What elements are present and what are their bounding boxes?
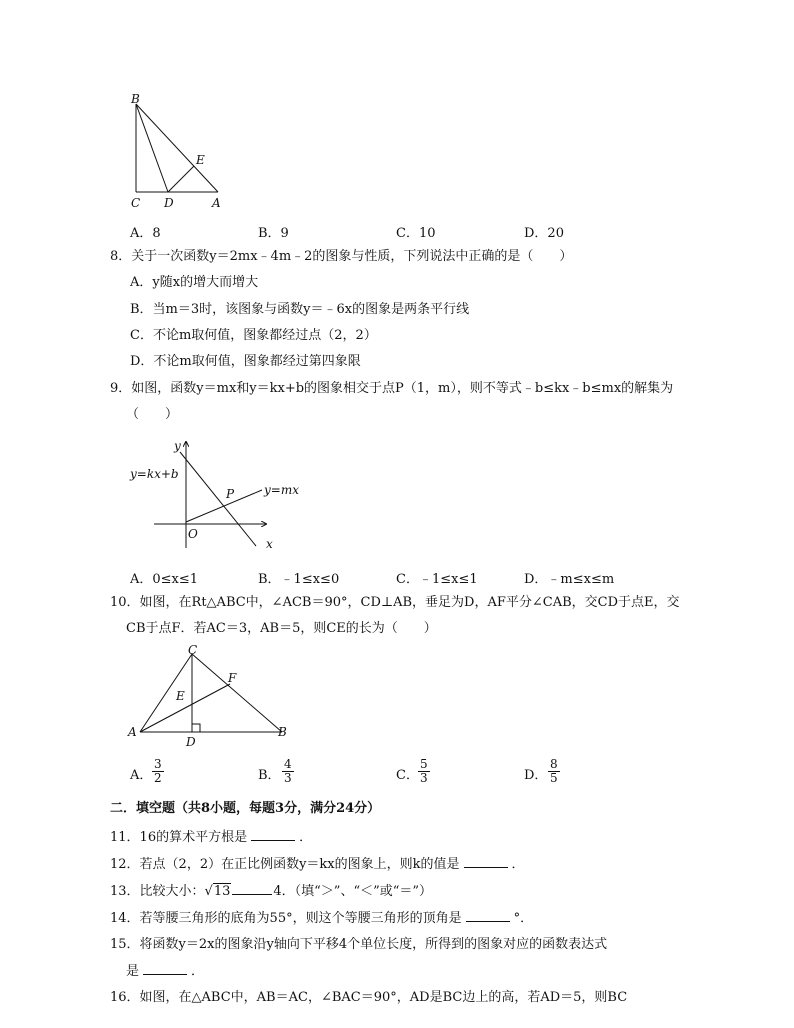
q9-label-o: O — [188, 527, 198, 541]
q8-option-d[interactable]: D．不论m取何值，图象都经过第四象限 — [130, 354, 361, 369]
q11-post: ． — [299, 830, 313, 845]
q9-stem-line2: （ ） — [126, 407, 179, 422]
q10-option-c-letter: C． — [396, 768, 419, 783]
q7-label-b: B — [131, 92, 140, 106]
q15-line1: 15．将函数y＝2x的图象沿y轴向下平移4个单位长度，所得到的图象对应的函数表达式 — [110, 937, 608, 952]
q9-option-c[interactable]: C．﹣1≤x≤1 — [396, 572, 478, 587]
q10-label-f: F — [228, 671, 237, 685]
q10-option-d-fraction — [548, 758, 560, 785]
q11-line — [110, 828, 312, 847]
q10-option-b-letter: B． — [258, 768, 281, 783]
q15-line2 — [126, 962, 204, 981]
q7-label-a: A — [212, 196, 221, 210]
q14-post: °． — [513, 911, 534, 926]
q9-label-p: P — [226, 487, 235, 501]
q7-option-c[interactable]: C．10 — [396, 226, 436, 241]
q10-figure — [126, 644, 296, 750]
q13-blank[interactable] — [232, 882, 272, 895]
q15-blank[interactable] — [143, 962, 187, 975]
q10-option-a-fraction — [152, 758, 164, 785]
q10-label-a: A — [128, 725, 137, 739]
q10-option-c[interactable] — [396, 764, 419, 783]
q10-option-d-numerator: 8 — [550, 757, 558, 771]
q9-option-d[interactable]: D．﹣m≤x≤m — [524, 572, 615, 587]
q10-option-b[interactable] — [258, 764, 281, 783]
q9-label-x: x — [266, 537, 273, 551]
q14-text: 14．若等腰三角形的底角为55°，则这个等腰三角形的顶角是 — [110, 911, 462, 926]
q12-line — [110, 855, 525, 874]
q9-option-b[interactable]: B．﹣1≤x≤0 — [258, 572, 340, 587]
q14-blank[interactable] — [466, 909, 510, 922]
q15-text2: 是 — [126, 964, 140, 979]
q10-label-e: E — [176, 689, 185, 703]
q7-figure — [126, 92, 230, 210]
q11-text: 11．16的算术平方根是 — [110, 830, 248, 845]
q10-label-d: D — [186, 735, 196, 749]
q7-option-b[interactable]: B．9 — [258, 226, 289, 241]
q9-label-line2: y=mx — [264, 483, 299, 497]
q9-option-a[interactable]: A．0≤x≤1 — [130, 572, 199, 587]
q9-label-y: y — [174, 439, 181, 453]
q9-figure — [126, 436, 310, 554]
q7-label-d: D — [164, 196, 174, 210]
q16-line1: 16．如图，在△ABC中，AB＝AC，∠BAC＝90°，AD是BC边上的高，若AD＝5，则BC — [110, 990, 628, 1005]
q10-stem-line2: CB于点F．若AC＝3，AB＝5，则CE的长为（ ） — [126, 621, 437, 636]
q10-option-a-denominator: 2 — [154, 771, 162, 785]
q10-option-d-letter: D． — [524, 768, 548, 783]
q10-option-c-denominator: 3 — [420, 771, 428, 785]
q7-label-c: C — [131, 196, 141, 210]
q10-option-d[interactable] — [524, 764, 547, 783]
q10-label-c: C — [188, 644, 198, 657]
q8-option-c[interactable]: C．不论m取何值，图象都经过点（2，2） — [130, 328, 377, 343]
q11-blank[interactable] — [251, 828, 295, 841]
q7-option-a[interactable]: A．8 — [130, 226, 161, 241]
q10-option-b-fraction — [282, 758, 294, 785]
q8-option-a[interactable]: A．y随x的增大而增大 — [130, 275, 259, 290]
q10-option-a-letter: A． — [130, 768, 153, 783]
q10-label-b: B — [278, 725, 287, 739]
q10-option-b-denominator: 3 — [284, 771, 292, 785]
q13-post: 4．（填“＞”、“＜”或“＝”） — [273, 884, 433, 899]
q7-label-e: E — [196, 153, 205, 167]
q15-post2: ． — [191, 964, 205, 979]
q12-post: ． — [511, 857, 525, 872]
q8-stem: 8．关于一次函数y＝2mx﹣4m﹣2的图象与性质，下列说法中正确的是（ ） — [110, 249, 573, 264]
q10-option-c-fraction — [418, 758, 430, 785]
q10-option-b-numerator: 4 — [284, 757, 292, 771]
q13-text: 13．比较大小： — [110, 884, 205, 899]
q10-option-a-numerator: 3 — [154, 757, 162, 771]
q7-option-d[interactable]: D．20 — [524, 226, 564, 241]
q14-line — [110, 909, 533, 928]
q10-stem-line1: 10．如图，在Rt△ABC中，∠ACB＝90°，CD⊥AB，垂足为D，AF平分∠CAB，交CD于点E，交 — [110, 595, 680, 610]
q9-stem-line1: 9．如图，函数y＝mx和y＝kx+b的图象相交于点P（1，m），则不等式﹣b≤kx﹣b≤mx的解集为 — [110, 381, 674, 396]
q13-radicand: 13 — [213, 884, 231, 899]
q9-label-line1: y=kx+b — [130, 467, 179, 481]
q12-text: 12．若点（2，2）在正比例函数y＝kx的图象上，则k的值是 — [110, 857, 460, 872]
q8-option-b[interactable]: B．当m＝3时，该图象与函数y＝﹣6x的图象是两条平行线 — [130, 302, 470, 317]
q10-option-c-numerator: 5 — [420, 757, 428, 771]
q12-blank[interactable] — [464, 855, 508, 868]
q13-line — [110, 882, 432, 901]
q10-option-a[interactable] — [130, 764, 152, 783]
q10-option-d-denominator: 5 — [550, 771, 558, 785]
section-heading-fill-in: 二．填空题（共8小题，每题3分，满分24分） — [110, 801, 381, 816]
q13-sqrt: √13 — [204, 884, 231, 899]
